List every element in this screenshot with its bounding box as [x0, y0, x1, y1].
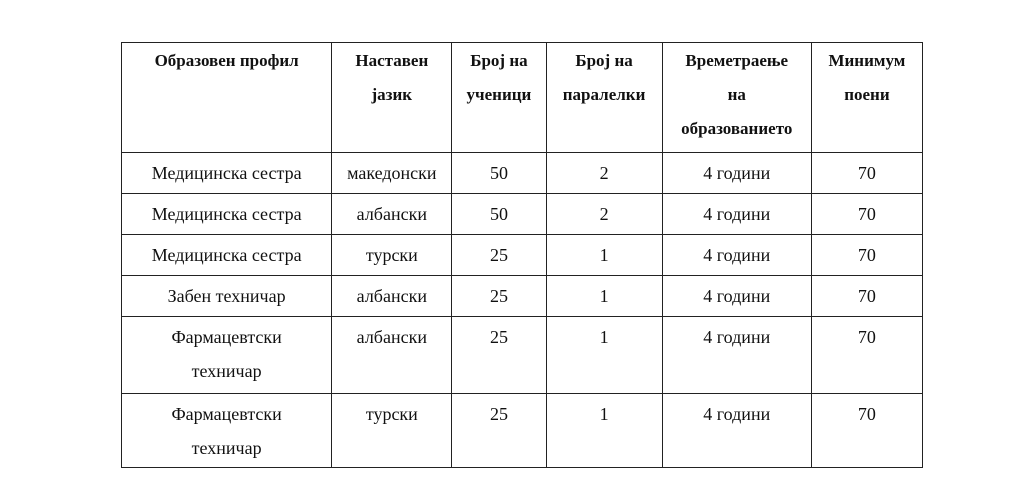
- table-row: [122, 394, 923, 468]
- cell-text: 50: [489, 163, 508, 183]
- cell-text: 70: [857, 286, 876, 306]
- cell-min-points: [811, 235, 922, 276]
- cell-duration: [662, 317, 811, 394]
- table-row: [122, 235, 923, 276]
- cell-text: 25: [489, 286, 508, 306]
- header-students-line-2: ученици: [466, 85, 532, 104]
- header-profile: [122, 43, 332, 153]
- cell-duration: [662, 194, 811, 235]
- cell-text: 50: [489, 204, 508, 224]
- cell-text: 2: [599, 163, 609, 183]
- cell-duration: [662, 153, 811, 194]
- cell-text: Медицинска сестра: [151, 163, 302, 183]
- cell-profile: [122, 276, 332, 317]
- cell-text: Медицинска сестра: [151, 245, 302, 265]
- cell-classes: [546, 276, 662, 317]
- cell-text: 4 години: [703, 163, 771, 183]
- header-duration-line-2: на: [727, 85, 746, 104]
- cell-students: [452, 194, 546, 235]
- cell-text: албански: [356, 327, 427, 347]
- cell-text: Фармацевтски: [171, 327, 282, 347]
- header-min-points-line-1: Минимум: [828, 51, 906, 70]
- cell-text: 1: [599, 286, 609, 306]
- cell-students: [452, 153, 546, 194]
- cell-text: 4 години: [703, 404, 771, 424]
- cell-language: [332, 194, 452, 235]
- cell-language: [332, 317, 452, 394]
- cell-min-points: [811, 317, 922, 394]
- cell-text: 70: [857, 163, 876, 183]
- cell-classes: [546, 194, 662, 235]
- cell-classes: [546, 235, 662, 276]
- cell-classes: [546, 153, 662, 194]
- header-language: [332, 43, 452, 153]
- cell-profile: [122, 194, 332, 235]
- header-duration-line-3: образованието: [681, 119, 793, 138]
- cell-text: 2: [599, 204, 609, 224]
- cell-text: Забен техничар: [167, 286, 286, 306]
- cell-language: [332, 276, 452, 317]
- cell-text: 70: [857, 327, 876, 347]
- cell-min-points: [811, 394, 922, 468]
- header-duration-line-1: Времетраење: [685, 51, 789, 70]
- cell-text: 4 години: [703, 327, 771, 347]
- header-min-points: [811, 43, 922, 153]
- cell-profile: [122, 153, 332, 194]
- cell-text: 70: [857, 204, 876, 224]
- header-students: [452, 43, 546, 153]
- cell-language: [332, 153, 452, 194]
- cell-text: 25: [489, 404, 508, 424]
- cell-language: [332, 235, 452, 276]
- header-students-line-1: Број на: [470, 51, 528, 70]
- cell-text: 70: [857, 245, 876, 265]
- cell-text: Медицинска сестра: [151, 204, 302, 224]
- cell-text: 1: [599, 404, 609, 424]
- cell-students: [452, 276, 546, 317]
- cell-min-points: [811, 276, 922, 317]
- table-row: [122, 276, 923, 317]
- header-classes-line-2: паралелки: [562, 85, 646, 104]
- cell-text: македонски: [347, 163, 437, 183]
- cell-classes: [546, 317, 662, 394]
- cell-students: [452, 317, 546, 394]
- enrollment-table: [121, 42, 923, 468]
- cell-text: 25: [489, 327, 508, 347]
- cell-language: [332, 394, 452, 468]
- cell-text: 4 години: [703, 286, 771, 306]
- header-min-points-line-2: поени: [844, 85, 890, 104]
- header-row: [122, 43, 923, 153]
- cell-text: техничар: [191, 438, 262, 458]
- cell-min-points: [811, 194, 922, 235]
- cell-profile: [122, 317, 332, 394]
- cell-classes: [546, 394, 662, 468]
- cell-text: турски: [365, 245, 418, 265]
- cell-text: Фармацевтски: [171, 404, 282, 424]
- cell-profile: [122, 394, 332, 468]
- header-duration: [662, 43, 811, 153]
- table-row: [122, 317, 923, 394]
- cell-text: албански: [356, 286, 427, 306]
- cell-text: 25: [489, 245, 508, 265]
- table-row: [122, 153, 923, 194]
- header-classes-line-1: Број на: [575, 51, 633, 70]
- cell-text: 4 години: [703, 204, 771, 224]
- cell-text: техничар: [191, 361, 262, 381]
- header-language-line-2: јазик: [371, 85, 413, 104]
- cell-min-points: [811, 153, 922, 194]
- cell-text: 1: [599, 245, 609, 265]
- table-row: [122, 194, 923, 235]
- cell-text: 70: [857, 404, 876, 424]
- header-language-line-1: Наставен: [355, 51, 429, 70]
- cell-duration: [662, 235, 811, 276]
- header-classes: [546, 43, 662, 153]
- cell-text: 1: [599, 327, 609, 347]
- cell-students: [452, 235, 546, 276]
- cell-text: турски: [365, 404, 418, 424]
- cell-text: албански: [356, 204, 427, 224]
- cell-duration: [662, 394, 811, 468]
- cell-profile: [122, 235, 332, 276]
- header-profile-line-1: Образовен профил: [154, 51, 299, 70]
- cell-text: 4 години: [703, 245, 771, 265]
- cell-duration: [662, 276, 811, 317]
- cell-students: [452, 394, 546, 468]
